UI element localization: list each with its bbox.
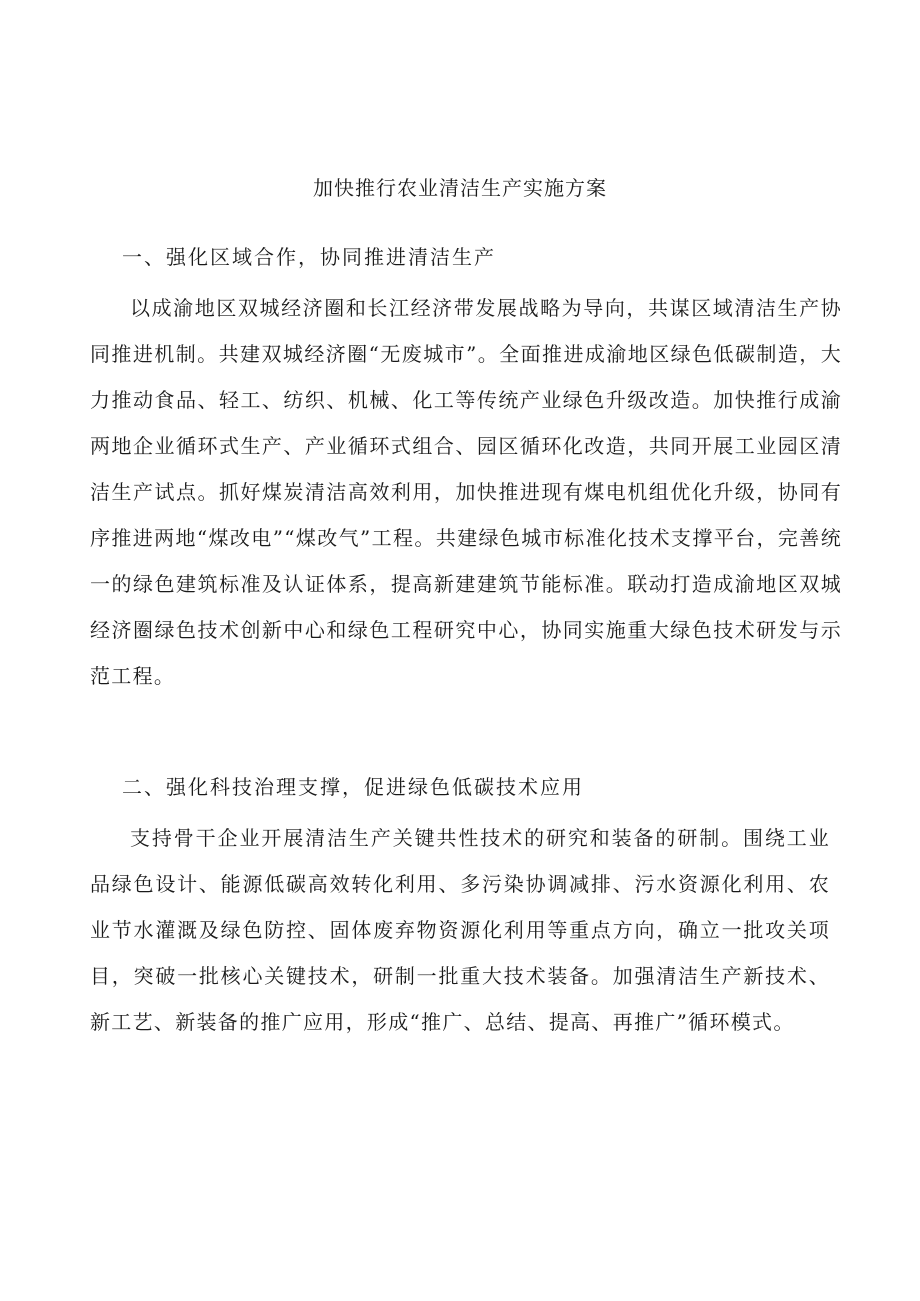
section-paragraph-1: 以成渝地区双城经济圈和长江经济带发展战略为导向，共谋区域清洁生产协同推进机制。共建双城经济圈“无废城市”。全面推进成渝地区绿色低碳制造，大力推动食品、轻工、纺织、机械、化工等传统产业绿色升级改造。加快推行成渝两地企业循环式生产、产业循环式组合、园区循环化改造，共同开展工业园区清洁生产试点。抓好煤炭清洁高效利用，加快推进现有煤电机组优化升级，协同有序推进两地“煤改电”“煤改气”工程。共建绿色城市标准化技术支撑平台，完善统一的绿色建筑标准及认证体系，提高新建建筑节能标准。联动打造成渝地区双城经济圈绿色技术创新中心和绿色工程研究中心，协同实施重大绿色技术研发与示范工程。 <box>90 296 842 688</box>
section-heading-1: 一、强化区域合作，协同推进清洁生产 <box>122 245 496 269</box>
document-title: 加快推行农业清洁生产实施方案 <box>313 176 607 200</box>
section-heading-2: 二、强化科技治理支撑，促进绿色低碳技术应用 <box>122 775 584 799</box>
section-paragraph-2: 支持骨干企业开展清洁生产关键共性技术的研究和装备的研制。围绕工业品绿色设计、能源低碳高效转化利用、多污染协调减排、污水资源化利用、农业节水灌溉及绿色防控、固体废弃物资源化利用等重点方向，确立一批攻关项目，突破一批核心关键技术，研制一批重大技术装备。加强清洁生产新技术、新工艺、新装备的推广应用，形成“推广、总结、提高、再推广”循环模式。 <box>90 826 830 1034</box>
